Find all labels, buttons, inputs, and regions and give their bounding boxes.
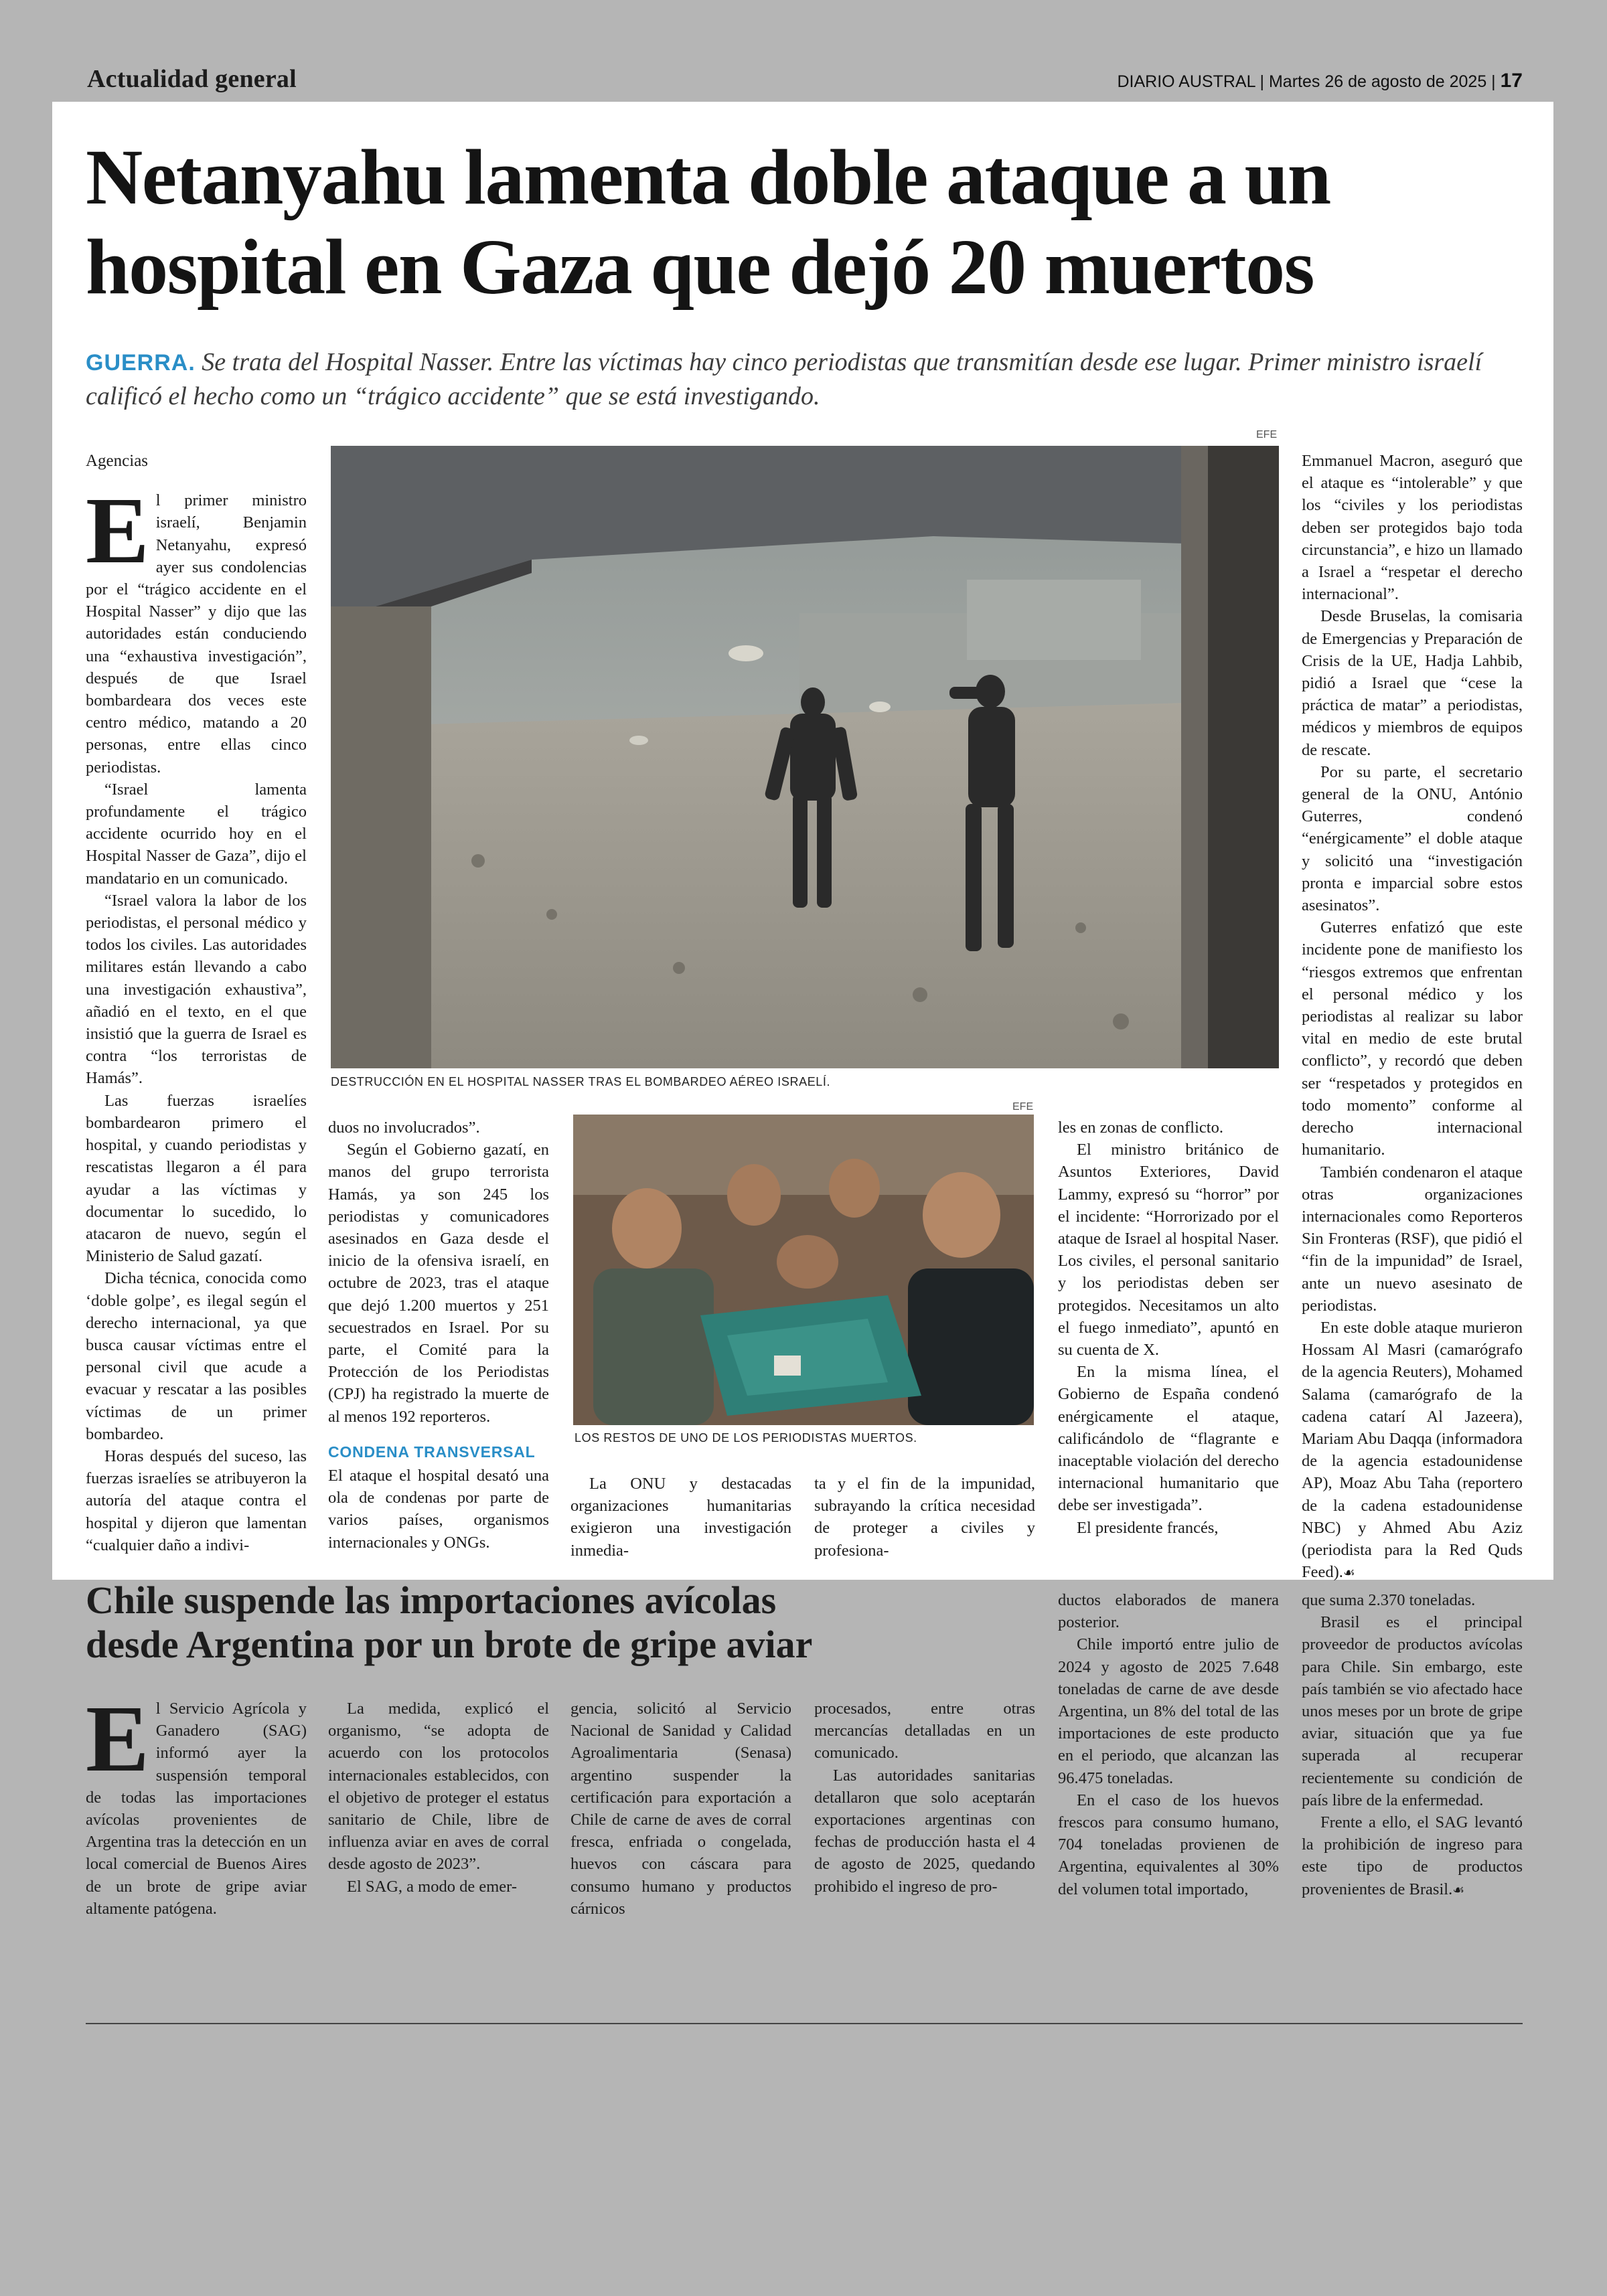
paragraph: El ministro británico de Asuntos Exteriores, David Lammy, expresó su “horror” por el incidente: “Horrorizado por el ataque de Israel al hospital Naser. Los civiles, el personal sanitario y los periodistas deben ser protegidos. Necesitamos un alto el fuego inmediato”, apuntó en su cuenta de X. [1058,1141,1279,1360]
paragraph: La ONU y destacadas organizaciones humanitarias exigieron una investigación inmedia- [570,1475,791,1560]
photo-caption: LOS RESTOS DE UNO DE LOS PERIODISTAS MUERTOS. [575,1431,917,1445]
end-mark-icon: ☙ [1343,1564,1355,1581]
paragraph: ta y el fin de la impunidad, subrayando la crítica necesidad de proteger a civiles y profesiona- [814,1475,1035,1560]
paragraph [1302,1317,1523,1584]
paragraph: El presidente francés, [1077,1518,1219,1537]
paragraph: que suma 2.370 toneladas. [1302,1591,1476,1609]
photo-caption: DESTRUCCIÓN EN EL HOSPITAL NASSER TRAS EL BOMBARDEO AÉREO ISRAELÍ. [331,1075,831,1088]
paragraph: En el caso de los huevos frescos para consumo humano, 704 toneladas provienen de Argentina, equivalentes al 30% del volumen total importado, [1058,1791,1279,1898]
paragraph-text: l Servicio Agrícola y Ganadero (SAG) informó ayer la suspensión temporal de todas las importaciones avícolas provenientes de Argentina tras la detección en un local comercial de Buenos Aires de un brote de gripe aviar altamente patógena. [86,1700,307,1918]
deck-kicker: GUERRA. [86,350,196,376]
hospital-destruction-photo [331,446,1279,1068]
paragraph: ductos elaborados de manera posterior. [1058,1591,1279,1632]
masthead-info [1118,70,1523,92]
paragraph: La medida, explicó el organismo, “se adopta de acuerdo con los protocolos internacionales establecidos, con el objetivo de proteger el estatus sanitario de Chile, libre de influenza aviar en aves de corral desde agosto de 2023”. [328,1700,549,1874]
paragraph: “Israel lamenta profundamente el trágico accidente ocurrido hoy en el Hospital Nasser de Gaza”, dijo el mandatario en un comunicado. [86,780,307,888]
byline: Agencias [86,452,149,470]
photo-credit: EFE [1256,429,1278,440]
article-column-4 [814,1698,1035,1898]
paragraph: Brasil es el principal proveedor de productos avícolas para Chile. Sin embargo, este país también se vio afectado hace unos meses por un brote de gripe aviar, situación que ya fue superada al recuperar recientemente su condición de país libre de la enfermedad. [1302,1613,1523,1809]
paragraph: Las autoridades sanitarias detallaron que solo aceptarán exportaciones argentinas con fechas de producción hasta el 4 de agosto de 2025, quedando prohibido el ingreso de pro- [814,1766,1035,1896]
paragraph: duos no involucrados”. [328,1119,480,1137]
article-column-3 [570,1698,791,1920]
paragraph-text: Frente a ello, el SAG levantó la prohibición de ingreso para este tipo de productos provenientes de Brasil. [1302,1813,1523,1898]
page-number: 17 [1500,70,1523,92]
article-column-5 [1058,1589,1279,1900]
paragraph: Horas después del suceso, las fuerzas israelíes se atribuyeron la autoría del ataque contra el hospital y dijeron que lamentan “cualquier daño a indivi- [86,1447,307,1554]
paragraph: En la misma línea, el Gobierno de España condenó enérgicamente el ataque, calificándolo de “flagrante e inaceptable violación del derecho internacional humanitario que debe ser investigada”. [1058,1363,1279,1515]
paragraph: Dicha técnica, conocida como ‘doble golpe’, es ilegal según el derecho internacional, ya que busca causar víctimas entre el personal civil que acude a evacuar y rescatar a las posibles víctimas de un primer bombardeo. [86,1269,307,1443]
headline-line: Chile suspende las importaciones avícolas [86,1578,777,1622]
paragraph: Por su parte, el secretario general de la ONU, António Guterres, condenó “enérgicamente” el doble ataque y solicitó una “investigación pronta e imparcial sobre estos asesinatos”. [1302,762,1523,915]
drop-cap: E [86,1686,149,1791]
article-column-2 [328,1698,549,1898]
drop-cap: E [86,477,149,584]
paragraph: gencia, solicitó al Servicio Nacional de Sanidad y Calidad Agroalimentaria (Senasa) argentino suspender la certificación para exportación a Chile de carne de aves de corral fresca, enfriada o congelada, huevos con cáscara para consumo humano y productos cárnicos [570,1700,791,1918]
paragraph: El SAG, a modo de emer- [347,1877,517,1896]
paragraph [1302,1811,1523,1901]
section-title: Actualidad general [87,65,297,93]
deck-text: Se trata del Hospital Nasser. Entre las víctimas hay cinco periodistas que transmitían desde ese lugar. Primer ministro israelí calificó el hecho como un “trágico accidente” que se está investigando. [86,348,1482,410]
lead-paragraph [86,1686,307,1920]
separator: | [1491,72,1501,91]
photo-illustration [573,1115,1034,1425]
photo-credit: EFE [1012,1101,1034,1113]
article-column-6 [1302,450,1523,1584]
article-column-6 [1302,1589,1523,1901]
paragraph-text: En este doble ataque murieron Hossam Al Masri (camarógrafo de la agencia Reuters), Mohamed Salama (camarógrafo de la cadena catarí Al Jazeera), Mariam Abu Daqqa (informadora de la agencia estadounidense AP), Moaz Abu Taha (reportero de la cadena estadounidense NBC) y Ahmed Abu Aziz (periodista para la Red Quds Feed). [1302,1318,1523,1582]
bottom-rule [86,2023,1523,2024]
article-column-3 [570,1473,791,1562]
paragraph: Según el Gobierno gazatí, en manos del grupo terrorista Hamás, ya son 245 los periodistas y comunicadores asesinados en Gaza desde el inicio de la ofensiva israelí, en octubre de 2023, tras el ataque que dejó 1.200 muertos y 251 secuestrados en Israel. Por su parte, el Comité para la Protección de los Periodistas (CPJ) ha registrado la muerte de al menos 192 reporteros. [328,1141,549,1426]
paper-name: DIARIO AUSTRAL [1117,72,1255,91]
paragraph: Desde Bruselas, la comisaria de Emergencias y Preparación de Crisis de la UE, Hadja Lahbib, pidió a Israel que “cese la práctica de matar” a periodistas, médicos y miembros de equipos de rescate. [1302,607,1523,759]
article-column-1 [86,450,307,1556]
article-column-2 [328,1117,549,1554]
paragraph: les en zonas de conflicto. [1058,1119,1223,1137]
issue-date: Martes 26 de agosto de 2025 [1268,72,1487,91]
headline-line: desde Argentina por un brote de gripe aviar [86,1623,813,1666]
article-column-5 [1058,1117,1279,1539]
paragraph: También condenaron el ataque otras organizaciones internacionales como Reporteros Sin Fronteras (RSF), que pidió el “fin de la impunidad” de Israel, ante un nuevo asesinato de periodistas. [1302,1163,1523,1315]
paragraph: Guterres enfatizó que este incidente pone de manifiesto los “riesgos extremos que enfrentan el personal médico y los periodistas al realizar su labor vital en medio de este brutal conflicto”, y recordó que deben ser “respetados y protegidos en todo momento” conforme al derecho internacional humanitario. [1302,918,1523,1159]
subheading: CONDENA TRANSVERSAL [328,1443,536,1461]
article-column-4 [814,1473,1035,1562]
article-headline [86,1578,1050,1667]
headline-line: Netanyahu lamenta doble ataque a un [86,133,1330,221]
mourners-photo [573,1115,1034,1425]
article-column-1 [86,1686,307,1920]
headline-line: hospital en Gaza que dejó 20 muertos [86,223,1314,311]
paragraph: El ataque el hospital desató una ola de condenas por parte de varios países, organismos internacionales y ONGs. [328,1467,549,1552]
paragraph: procesados, entre otras mercancías detalladas en un comunicado. [814,1700,1035,1762]
end-mark-icon: ☙ [1452,1881,1465,1898]
paragraph: “Israel valora la labor de los periodistas, el personal médico y todos los civiles. Las autoridades militares están llevando a cabo una investigación exhaustiva”, añadió en el texto, en el que insistió que la guerra de Israel es contra “los terroristas de Hamás”. [86,891,307,1088]
lead-paragraph [86,477,307,778]
article-deck [86,345,1525,413]
paragraph-text: l primer ministro israelí, Benjamin Netanyahu, expresó ayer sus condolencias por el “trágico accidente en el Hospital Nasser” y dijo que las autoridades están conduciendo una “exhaustiva investigación”, después de que Israel bombardeara dos veces este centro médico, matando a 20 personas, entre ellas cinco periodistas. [86,491,307,776]
paragraph: Chile importó entre julio de 2024 y agosto de 2025 7.648 toneladas de carne de ave desde Argentina, un 8% del total de las importaciones de este producto en el periodo, que alcanzan las 96.475 toneladas. [1058,1635,1279,1787]
paragraph: Emmanuel Macron, aseguró que el ataque es “intolerable” y que los “civiles y los periodistas deben ser protegidos bajo toda circunstancia”, e hizo un llamado a Israel a “respetar el derecho internacional”. [1302,452,1523,604]
paragraph: Las fuerzas israelíes bombardearon primero el hospital, y cuando periodistas y rescatistas llegaron a él para ayudar a las víctimas y documentar lo sucedido, lo atacaron de nuevo, según el Ministerio de Salud gazatí. [86,1091,307,1266]
article-headline [86,133,1525,312]
separator: | [1259,72,1269,91]
photo-illustration [331,446,1279,1068]
